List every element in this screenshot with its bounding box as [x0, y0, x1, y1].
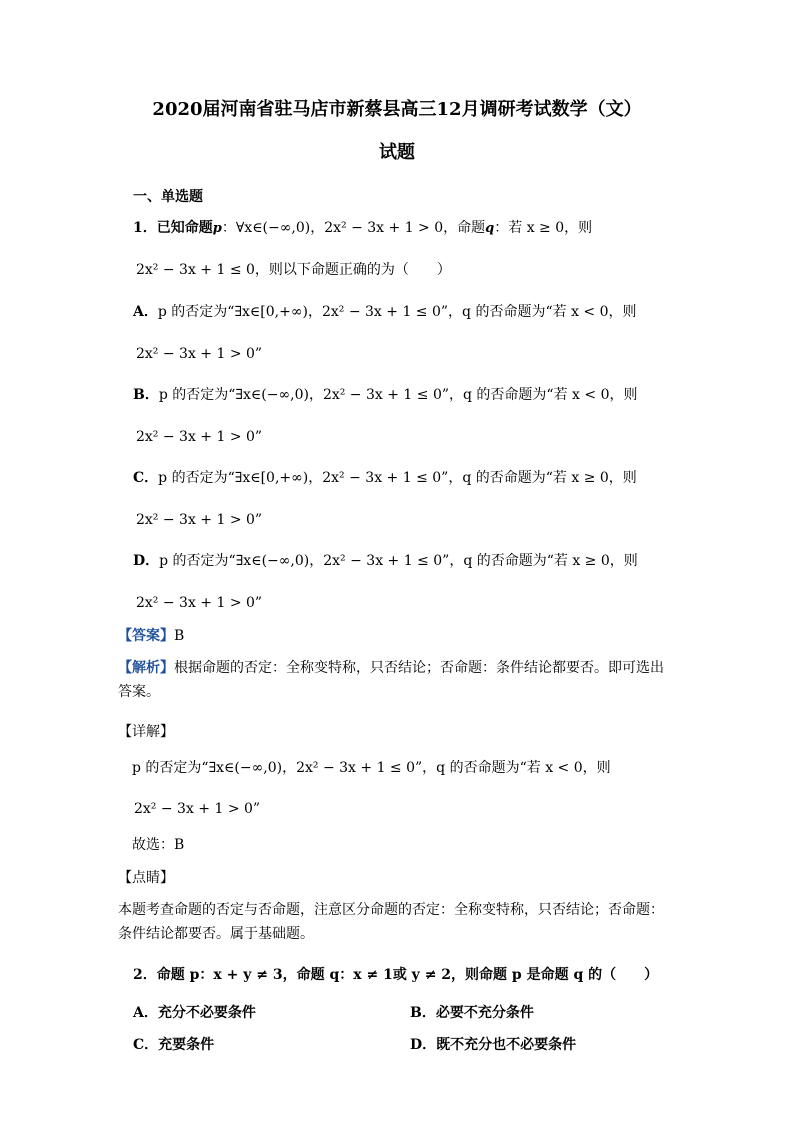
- answer-value: B: [174, 628, 185, 644]
- choice-line: 故选：B: [132, 837, 185, 853]
- detail-line1: p 的否定为“∃x∈(−∞,0)，2x² − 3x + 1 ≤ 0”，q 的否命题为“若 x < 0，则: [132, 760, 611, 776]
- detail-tag: 【详解】: [118, 724, 174, 740]
- q2-stem: 2．命题 p：x + y ≠ 3，命题 q：x ≠ 1或 y ≠ 2，则命题 p 是命题 q 的（ ）: [133, 967, 659, 983]
- document-title-line1: 2020届河南省驻马店市新蔡县高三12月调研考试数学（文）: [152, 99, 642, 120]
- option-text: 充要条件: [158, 1037, 215, 1053]
- option-text: p 的否定为“∃x∈(−∞,0)，2x² − 3x + 1 ≤ 0”，q 的否命题为“若 x < 0，则: [158, 387, 638, 403]
- option-label: A．: [133, 304, 158, 320]
- q1-q-definition: ：若 x ≥ 0，则: [494, 220, 593, 236]
- q2-option-a[interactable]: [133, 1004, 256, 1022]
- q1-stem-line2: 2x² − 3x + 1 ≤ 0，则以下命题正确的为（ ）: [136, 262, 451, 278]
- analysis-paragraph: [118, 656, 674, 704]
- q1-q-symbol: q: [485, 221, 495, 236]
- option-label: B．: [133, 387, 159, 403]
- option-text: 充分不必要条件: [157, 1005, 256, 1021]
- comment-tag: 【点睛】: [118, 870, 174, 886]
- q2-option-b[interactable]: [410, 1004, 534, 1022]
- q1-option-b-cont: 2x² − 3x + 1 > 0”: [136, 429, 263, 445]
- option-label: A．: [133, 1005, 158, 1021]
- q1-option-c[interactable]: [133, 469, 637, 487]
- option-text: 既不充分也不必要条件: [436, 1037, 577, 1053]
- option-label: C．: [133, 1037, 159, 1053]
- detail-line2: 2x² − 3x + 1 > 0”: [134, 801, 261, 817]
- option-text: p 的否定为“∃x∈[0,+∞)，2x² − 3x + 1 ≤ 0”，q 的否命题为“若 x < 0，则: [157, 304, 637, 320]
- answer-tag: 【答案】: [118, 628, 174, 644]
- answer-line: [118, 627, 184, 645]
- analysis-tag: 【解析】: [118, 660, 174, 676]
- option-text: p 的否定为“∃x∈(−∞,0)，2x² − 3x + 1 ≤ 0”，q 的否命题为“若 x ≥ 0，则: [159, 553, 638, 569]
- q1-option-a[interactable]: [133, 303, 637, 321]
- q1-option-c-cont: 2x² − 3x + 1 > 0”: [136, 512, 263, 528]
- analysis-text: 根据命题的否定：全称变特称，只否结论；否命题：条件结论都要否。即可选出答案。: [118, 660, 664, 700]
- comment-paragraph: 本题考查命题的否定与否命题，注意区分命题的否定：全称变特称，只否结论；否命题：条件结论都要否。属于基础题。: [118, 902, 664, 942]
- q1-option-b[interactable]: [133, 386, 637, 404]
- q1-option-a-cont: 2x² − 3x + 1 > 0”: [136, 346, 263, 362]
- option-label: D．: [133, 553, 160, 569]
- q1-stem-line1: [133, 219, 592, 238]
- q1-p-symbol: p: [212, 221, 222, 236]
- section-heading: 一、单选题: [133, 189, 203, 205]
- q2-option-c[interactable]: [133, 1036, 214, 1054]
- q1-option-d-cont: 2x² − 3x + 1 > 0”: [136, 595, 263, 611]
- option-text: p 的否定为“∃x∈[0,+∞)，2x² − 3x + 1 ≤ 0”，q 的否命题为“若 x ≥ 0，则: [158, 470, 637, 486]
- option-text: 必要不充分条件: [435, 1005, 534, 1021]
- document-title-line2: 试题: [379, 142, 415, 163]
- option-label: D．: [410, 1037, 437, 1053]
- q1-p-definition: ：∀x∈(−∞,0)，2x² − 3x + 1 > 0，命题: [221, 220, 486, 236]
- q1-stem-prefix: 1．已知命题: [133, 220, 213, 236]
- q2-option-d[interactable]: [410, 1036, 576, 1054]
- option-label: C．: [133, 470, 159, 486]
- option-label: B．: [410, 1005, 436, 1021]
- q1-option-d[interactable]: [133, 552, 638, 570]
